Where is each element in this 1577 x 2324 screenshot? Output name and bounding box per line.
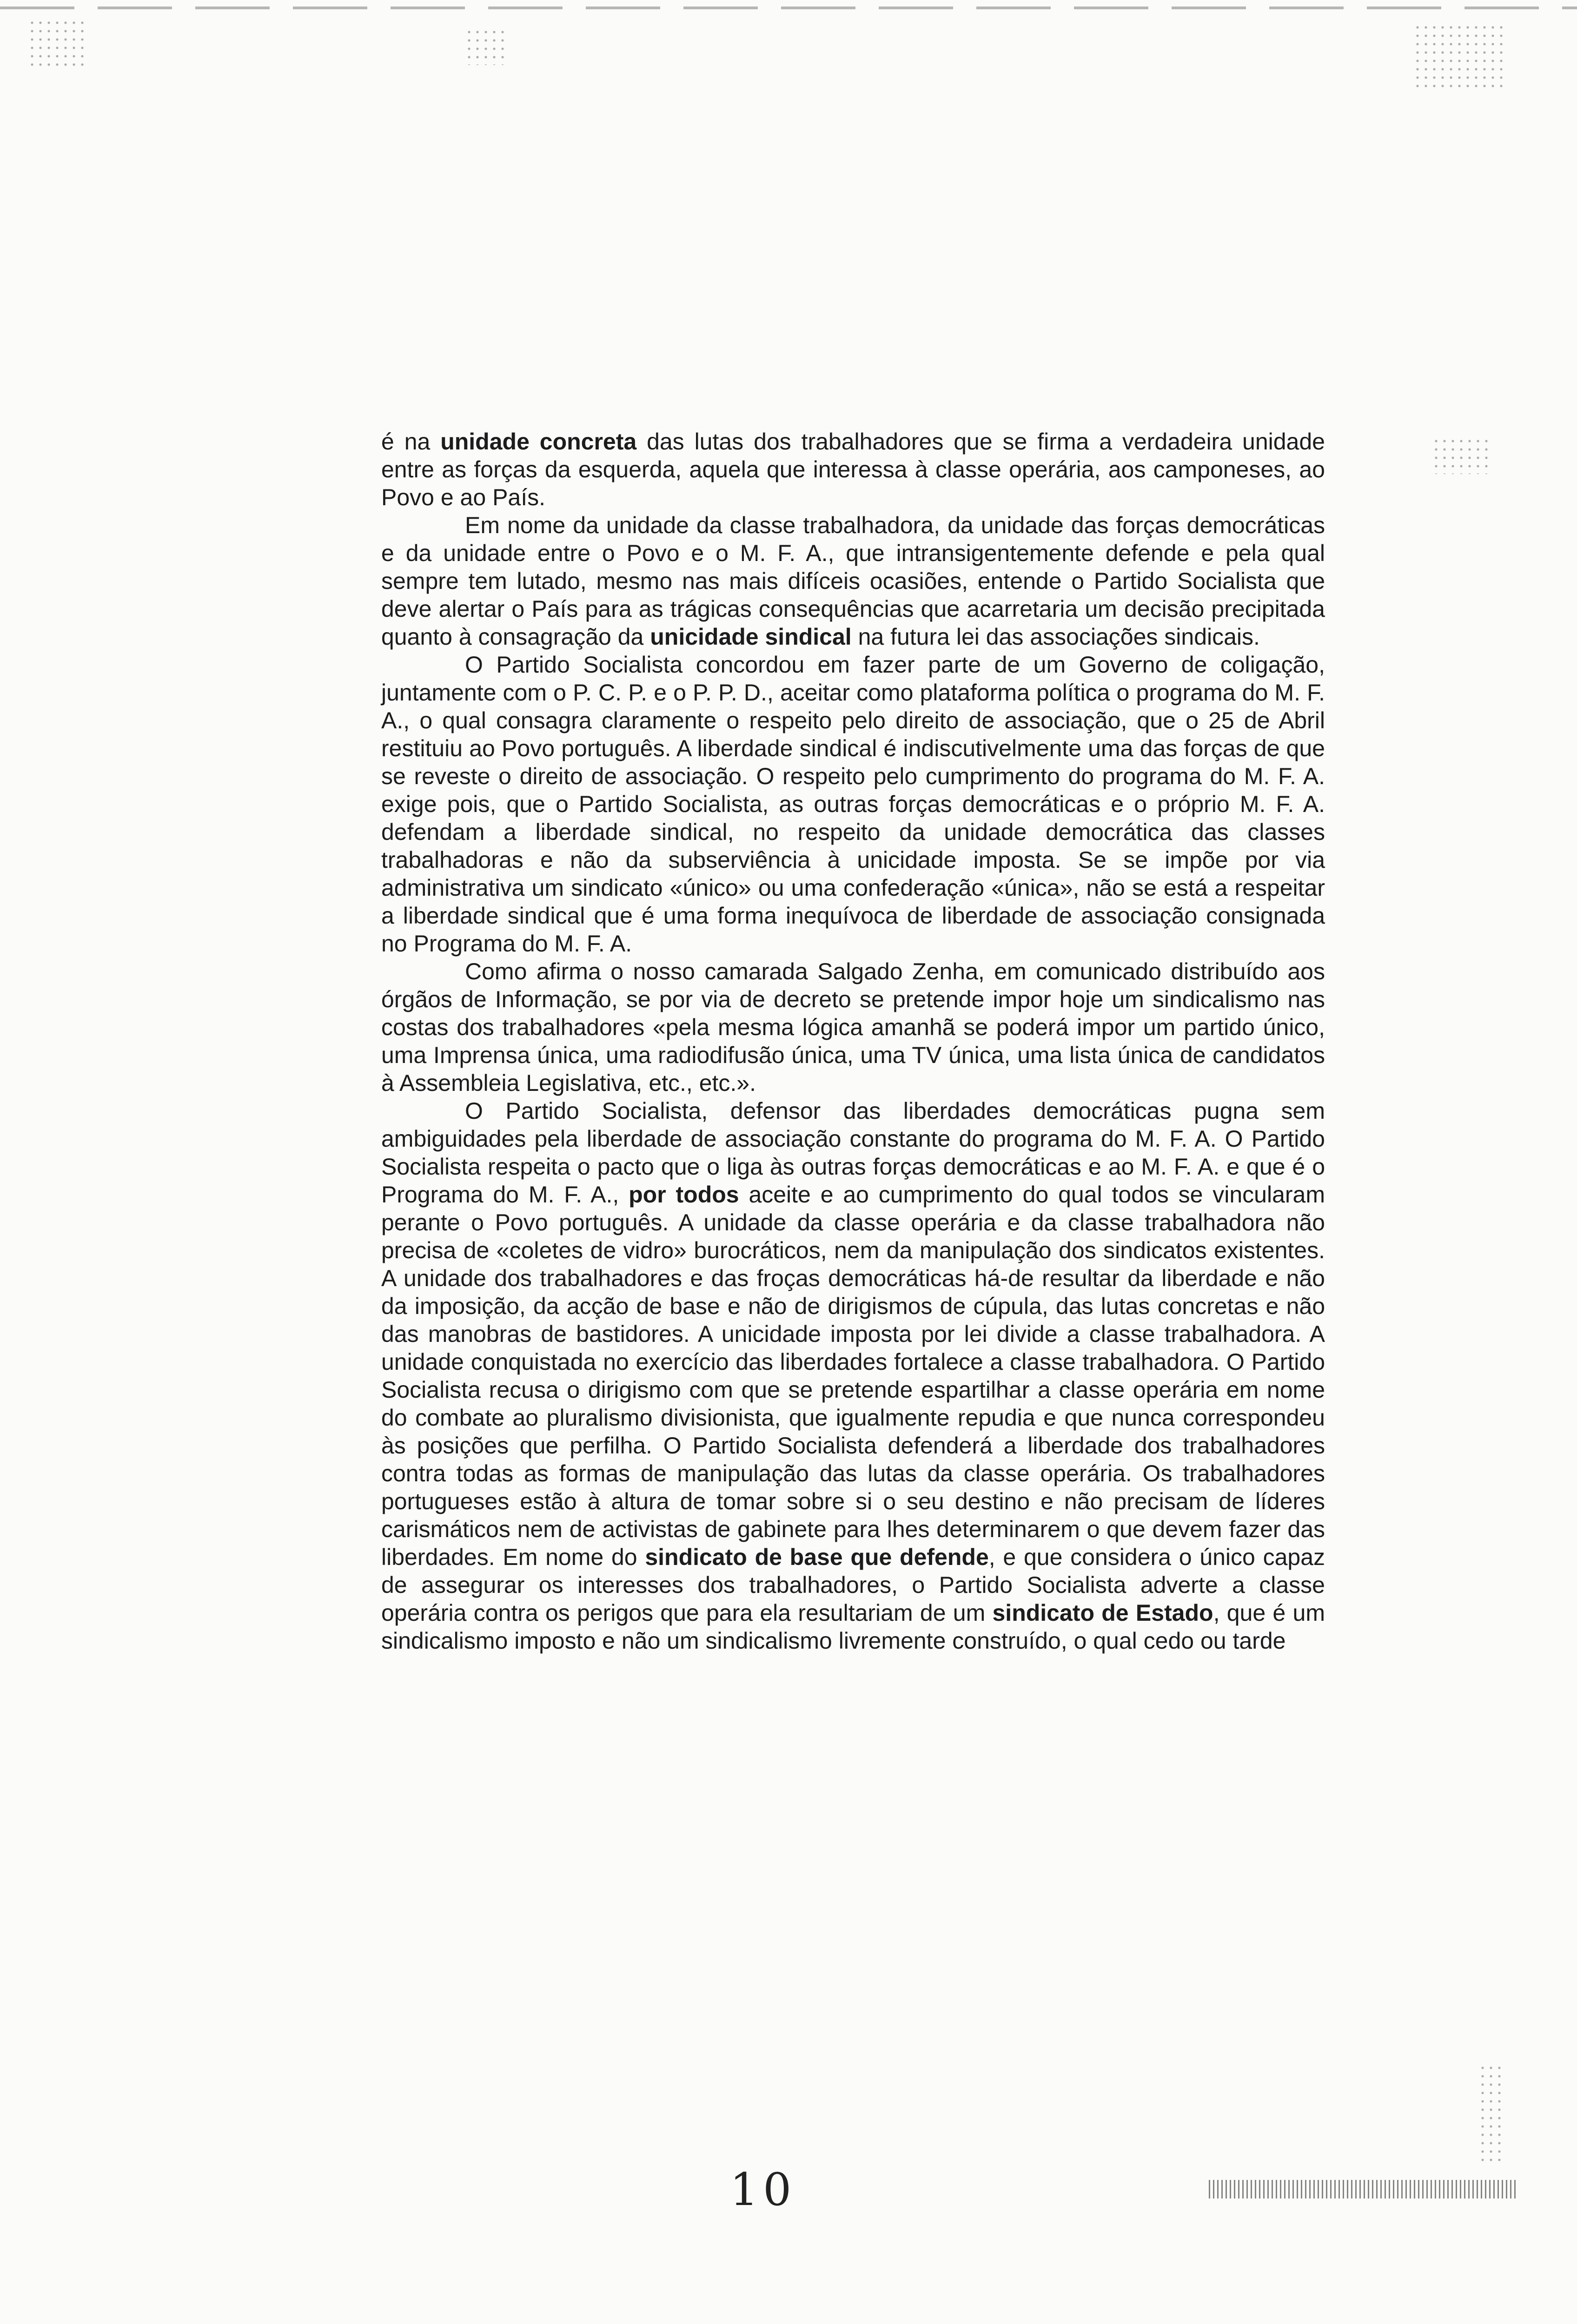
text-run: na futura lei das associações sindicais. (851, 624, 1260, 650)
paragraph (381, 651, 1325, 957)
text-run: Em nome da unidade da classe trabalhadora, da unidade das forças democráticas e da unidade entre o Povo e o M. F. A., que intransigentemente defende e pela qual sempre tem lutado, mesmo nas mais difíceis ocasiões, entende o Partido Socialista que deve alertar o País para as trágicas consequências que acarretaria um decisão precipitada quanto à consagração da (381, 512, 1325, 650)
scan-noise-bottom (1209, 2180, 1516, 2199)
scan-speckle-top-right (1413, 23, 1506, 88)
bold-phrase: por todos (629, 1182, 739, 1208)
paragraph (381, 957, 1325, 1097)
page-number: 10 (730, 2164, 796, 2216)
scan-speckle-bottom-right (1478, 2064, 1506, 2166)
bold-phrase: unicidade sindical (650, 624, 852, 650)
text-run: é na (381, 429, 441, 455)
paragraph (381, 1097, 1325, 1655)
scan-speckle-top-left (28, 19, 84, 70)
text-run: aceite e ao cumprimento do qual todos se vincularam perante o Povo português. A unidade da classe operária e da classe trabalhadora não precisa de «coletes de vidro» burocráticos, nem da manipulação dos sindicatos existentes. A unidade dos trabalhadores e das froças democráticas há-de resultar da liberdade e não da imposição, da acção de base e não de dirigismos de cúpula, das lutas concretas e não das manobras de bastidores. A unicidade imposta por lei divide a classe trabalhadora. A unidade conquistada no exercício das liberdades fortalece a classe trabalhadora. O Partido Socialista recusa o dirigismo com que se pretende espartilhar a classe operária em nome do combate ao pluralismo divisionista, que igualmente repudia e que nunca correspondeu às posições que perfilha. O Partido Socialista defenderá a liberdade dos trabalhadores contra todas as formas de manipulação das lutas da classe operária. Os trabalhadores portugueses estão à altura de tomar sobre si o seu destino e não precisam de líderes carismáticos nem de activistas de gabinete para lhes determinarem o que devem fazer das liberdades. Em nome do (381, 1182, 1325, 1570)
text-run: Como afirma o nosso camarada Salgado Zenha, em comunicado distribuído aos órgãos de Informação, se por via de decreto se pretende impor hoje um sindicalismo nas costas dos trabalhadores «pela mesma lógica amanhã se poderá impor um partido único, uma Imprensa única, uma radiodifusão única, uma TV única, uma lista única de candidatos à Assembleia Legislativa, etc., etc.». (381, 958, 1325, 1096)
text-run: O Partido Socialista, defensor das liberdades democráticas pugna sem ambiguidades pela liberdade de associação constante do programa do M. F. A. O Partido Socialista respeita o pacto que o liga às outras forças democráticas e ao M. F. A. e que é o Programa do M. F. A., (381, 1098, 1325, 1208)
bold-phrase: sindicato de Estado (992, 1600, 1213, 1626)
scan-edge-artifact (0, 7, 1577, 9)
paragraph (381, 428, 1325, 511)
scan-speckle-right-margin (1432, 437, 1492, 474)
text-run: O Partido Socialista concordou em fazer parte de um Governo de coligação, juntamente com o P. C. P. e o P. P. D., aceitar como plataforma política o programa do M. F. A., o qual consagra claramente o respeito pelo direito de associação, que o 25 de Abril restituiu ao Povo português. A liberdade sindical é indiscutivelmente uma das forças de que se reveste o direito de associação. O respeito pelo cumprimento do programa do M. F. A. exige pois, que o Partido Socialista, as outras forças democráticas e o próprio M. F. A. defendam a liberdade sindical, no respeito da unidade democrática das classes trabalhadoras e não da subserviência à unicidade imposta. Se se impõe por via administrativa um sindicato «único» ou uma confederação «única», não se está a respeitar a liberdade sindical que é uma forma inequívoca de liberdade de associação consignada no Programa do M. F. A. (381, 652, 1325, 957)
text-run: , que é um sindicalismo imposto e não um sindicalismo livremente construído, o qual cedo ou tarde (381, 1600, 1325, 1654)
bold-phrase: sindicato de base que defende (645, 1544, 989, 1570)
paragraph (381, 511, 1325, 651)
document-body (381, 428, 1325, 1655)
bold-phrase: unidade concreta (440, 429, 637, 455)
text-run: , e que considera o único capaz de assegurar os interesses dos trabalhadores, o Partido Socialista adverte a classe operária contra os perigos que para ela resultariam de um (381, 1544, 1325, 1626)
text-run: das lutas dos trabalhadores que se firma a verdadeira unidade entre as forças da esquerda, aquela que interessa à classe operária, aos camponeses, ao Povo e ao País. (381, 429, 1325, 510)
scan-speckle-top-center (465, 28, 507, 65)
